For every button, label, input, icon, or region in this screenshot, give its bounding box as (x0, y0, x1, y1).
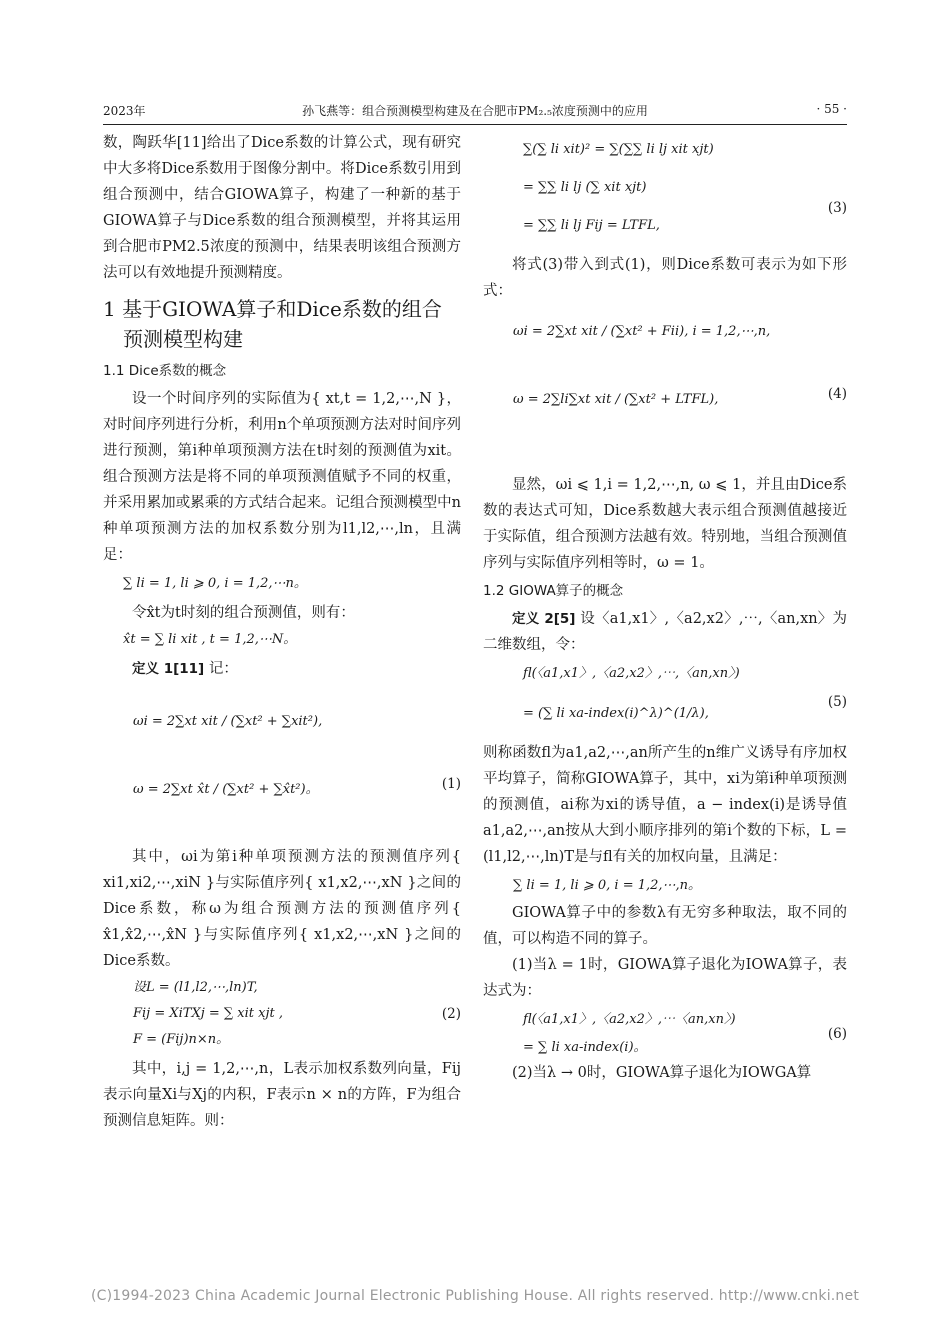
equation-1-omega: ω = 2∑xt x̂t / (∑xt² + ∑x̂t²)。 (133, 782, 319, 797)
equation-6-block (523, 1010, 847, 1060)
section-1-heading-line1: 1 基于GIOWA算子和Dice系数的组合 (103, 297, 442, 321)
paragraph-substitute: 将式(3)带入到式(1)，则Dice系数可表示为如下形式： (483, 257, 847, 299)
definition-2-label: 定义 2[5] (512, 611, 576, 627)
equation-1-omega-i: ωi = 2∑xt xit / (∑xt² + ∑xit²), (133, 714, 323, 729)
equation-6-line2: = ∑ li xa-index(i)。 (523, 1040, 647, 1055)
left-column (103, 130, 461, 1134)
equation-5-line2: = (∑ li xa-index(i)^λ)^(1/λ), (523, 706, 709, 721)
equation-4-omega-i: ωi = 2∑xt xit / (∑xt² + Fii), i = 1,2,⋯,n, (513, 324, 771, 339)
equation-3-line2: = ∑∑ li lj (∑ xit xjt) (523, 180, 647, 195)
equation-6-number: (6) (827, 1026, 847, 1042)
section-1-1-heading: 1.1 Dice系数的概念 (103, 363, 227, 379)
definition-2 (483, 606, 847, 658)
definition-1-label: 定义 1[11] (132, 661, 205, 677)
equation-5-block (523, 664, 847, 740)
equation-6-line1: fl(〈a1,x1〉,〈a2,x2〉,⋯〈an,xn〉) (523, 1012, 736, 1027)
equation-4-omega: ω = 2∑li∑xt xit / (∑xt² + LTFL), (513, 392, 719, 407)
paragraph-dice-property: 显然，ωi ⩽ 1,i = 1,2,⋯,n, ω ⩽ 1，并且由Dice系数的表达式可知，Dice系数越大表示组合预测值越接近于实际值，组合预测方法越有效。特别地，当组合预测值序列与实际值序列相等时，ω = 1。 (483, 477, 847, 571)
equation-2-F: F = (Fij)n×n。 (133, 1032, 230, 1047)
equation-4-block (513, 322, 847, 472)
section-1-heading (103, 294, 461, 354)
equation-4-number: (4) (827, 386, 847, 402)
section-1-2-heading: 1.2 GIOWA算子的概念 (483, 583, 624, 599)
equation-1-block (133, 712, 461, 830)
equation-3-block (523, 140, 847, 252)
paragraph-dice-explanation: 其中，ωi为第i种单项预测方法的预测值序列{ xi1,xi2,⋯,xiN }与实际值序列{ x1,x2,⋯,xN }之间的Dice系数，称ω为组合预测方法的预测值序列{ x̂1,x̂2,⋯,x̂N }与实际值序列{ x1,x2,⋯,xN }之间的Dice系数。 (103, 849, 461, 969)
paragraph-time-series: 设一个时间序列的实际值为{ xt,t = 1,2,⋯,N }，对时间序列进行分析，利用n个单项预测方法对时间序列进行预测，第i种单项预测方法在t时刻的预测值为xit。组合预测方法是将不同的单项预测值赋予不同的权重，并采用累加或累乘的方式结合起来。记组合预测模型中n种单项预测方法的加权系数分别为l1,l2,⋯,ln，且满足： (103, 391, 461, 563)
paragraph-giowa: 则称函数fl为a1,a2,⋯,an所产生的n维广义诱导有序加权平均算子，简称GIOWA算子，其中，xi为第i种单项预测的预测值，ai称为xi的诱导值，a − index(i)是诱导值a1,a2,⋯,an按从大到小顺序排列的第i个数的下标，L = (l1,l2,⋯,ln)T是与fl有关的加权向量，且满足： (483, 745, 847, 865)
equation-2-L: 设L = (l1,l2,⋯,ln)T, (133, 980, 258, 995)
equation-5-line1: fl(〈a1,x1〉,〈a2,x2〉,⋯,〈an,xn〉) (523, 666, 740, 681)
header-title: 孙飞燕等：组合预测模型构建及在合肥市PM₂.₅浓度预测中的应用 (302, 104, 648, 118)
right-column (483, 130, 847, 1086)
equation-1-number: (1) (441, 776, 461, 792)
header-year: 2023年 (103, 104, 146, 118)
page-number: · 55 · (816, 102, 847, 116)
definition-1 (103, 656, 461, 682)
equation-3-line3: = ∑∑ li lj Fij = LTFL, (523, 218, 660, 233)
definition-1-text: 记： (208, 661, 238, 677)
equation-5-number: (5) (827, 694, 847, 710)
equation-2-Fij: Fij = XiTXj = ∑ xit xjt , (133, 1006, 284, 1021)
section-1-heading-line2: 预测模型构建 (123, 327, 243, 351)
equation-weight-constraint-2: ∑ li = 1, li ⩾ 0, i = 1,2,⋯,n。 (513, 878, 702, 893)
definition-2-text: 设〈a1,x1〉,〈a2,x2〉,⋯,〈an,xn〉为二维数组，令： (483, 611, 848, 653)
paragraph-case-1: (1)当λ = 1时，GIOWA算子退化为IOWA算子，表达式为： (483, 957, 847, 999)
equation-2-block (133, 978, 461, 1052)
copyright-footer: (C)1994-2023 China Academic Journal Electronic Publishing House. All rights reserved. http://www.cnki.net (90, 1288, 860, 1304)
paragraph-case-2: (2)当λ → 0时，GIOWA算子退化为IOWGA算 (512, 1065, 812, 1081)
equation-3-number: (3) (827, 200, 847, 216)
paragraph-combined-value: 令x̂t为t时刻的组合预测值，则有： (132, 605, 355, 621)
running-header (103, 100, 847, 125)
equation-2-number: (2) (441, 1006, 461, 1022)
paragraph-lambda: GIOWA算子中的参数λ有无穷多种取法，取不同的值，可以构造不同的算子。 (483, 905, 847, 947)
intro-paragraph: 数，陶跃华[11]给出了Dice系数的计算公式，现有研究中大多将Dice系数用于图像分割中。将Dice系数引用到组合预测中，结合GIOWA算子，构建了一种新的基于GIOWA算子与Dice系数的组合预测模型，并将其运用到合肥市PM2.5浓度的预测中，结果表明该组合预测方法可以有效地提升预测精度。 (103, 135, 461, 281)
equation-weight-constraint: ∑ li = 1, li ⩾ 0, i = 1,2,⋯n。 (123, 576, 307, 591)
equation-3-line1: ∑(∑ li xit)² = ∑(∑∑ li lj xit xjt) (523, 142, 714, 157)
equation-combined-forecast: x̂t = ∑ li xit , t = 1,2,⋯N。 (123, 632, 297, 647)
paragraph-matrix: 其中，i,j = 1,2,⋯,n，L表示加权系数列向量，Fij表示向量Xi与Xj的内积，F表示n × n的方阵，F为组合预测信息矩阵。则： (103, 1061, 461, 1129)
